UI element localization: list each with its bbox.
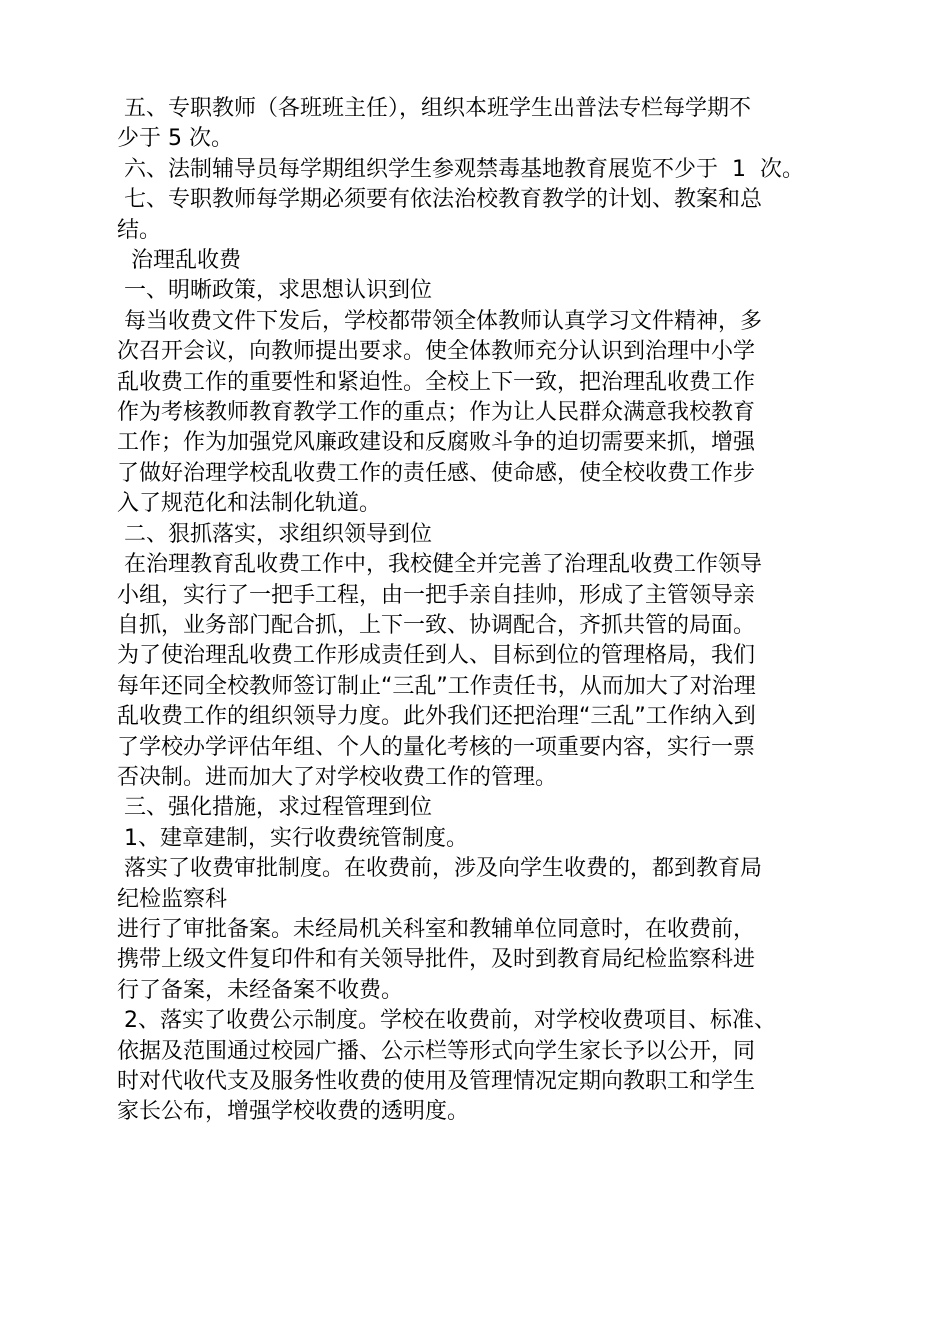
text-line: 每年还同全校教师签订制止“三乱”工作责任书，从而加大了对治理 bbox=[117, 673, 756, 699]
text-line: 1、建章建制，实行收费统管制度。 bbox=[117, 825, 468, 851]
text-line: 六、法制辅导员每学期组织学生参观禁毒基地教育展览不少于 1 次。 bbox=[117, 156, 804, 182]
text-line: 进行了审批备案。未经局机关科室和教辅单位同意时，在收费前， bbox=[117, 916, 756, 942]
text-line: 在治理教育乱收费工作中，我校健全并完善了治理乱收费工作领导 bbox=[117, 552, 762, 578]
text-line: 行了备案，未经备案不收费。 bbox=[117, 977, 404, 1003]
text-line: 入了规范化和法制化轨道。 bbox=[117, 491, 382, 517]
text-line: 了做好治理学校乱收费工作的责任感、使命感，使全校收费工作步 bbox=[117, 460, 756, 486]
text-line: 2、落实了收费公示制度。学校在收费前，对学校收费项目、标准、 bbox=[117, 1008, 776, 1034]
text-line: 自抓，业务部门配合抓，上下一致、协调配合，齐抓共管的局面。 bbox=[117, 612, 756, 638]
text-line: 次召开会议，向教师提出要求。使全体教师充分认识到治理中小学 bbox=[117, 339, 756, 365]
section-heading: 治理乱收费 bbox=[117, 248, 241, 274]
text-line: 少于 5 次。 bbox=[117, 126, 233, 152]
text-line: 工作；作为加强党风廉政建设和反腐败斗争的迫切需要来抓，增强 bbox=[117, 430, 756, 456]
text-line: 结。 bbox=[117, 217, 162, 243]
subsection-heading: 一、明晰政策，求思想认识到位 bbox=[117, 278, 432, 304]
text-line: 携带上级文件复印件和有关领导批件，及时到教育局纪检监察科进 bbox=[117, 947, 756, 973]
document-body bbox=[117, 94, 837, 1128]
text-line: 乱收费工作的重要性和紧迫性。全校上下一致，把治理乱收费工作 bbox=[117, 369, 756, 395]
text-line: 为了使治理乱收费工作形成责任到人、目标到位的管理格局，我们 bbox=[117, 643, 756, 669]
text-line: 作为考核教师教育教学工作的重点；作为让人民群众满意我校教育 bbox=[117, 400, 756, 426]
text-line: 否决制。进而加大了对学校收费工作的管理。 bbox=[117, 764, 558, 790]
text-line: 落实了收费审批制度。在收费前，涉及向学生收费的，都到教育局 bbox=[117, 856, 762, 882]
text-line: 每当收费文件下发后，学校都带领全体教师认真学习文件精神，多 bbox=[117, 308, 762, 334]
text-line: 时对代收代支及服务性收费的使用及管理情况定期向教职工和学生 bbox=[117, 1069, 756, 1094]
text-line: 了学校办学评估年组、个人的量化考核的一项重要内容，实行一票 bbox=[117, 734, 756, 760]
text-line: 五、专职教师（各班班主任），组织本班学生出普法专栏每学期不 bbox=[117, 96, 751, 121]
text-line: 纪检监察科 bbox=[117, 886, 228, 912]
subsection-heading: 二、狠抓落实，求组织领导到位 bbox=[117, 521, 432, 547]
text-line: 乱收费工作的组织领导力度。此外我们还把治理“三乱”工作纳入到 bbox=[117, 704, 756, 730]
text-line: 依据及范围通过校园广播、公示栏等形式向学生家长予以公开，同 bbox=[117, 1038, 756, 1064]
subsection-heading: 三、强化措施，求过程管理到位 bbox=[117, 795, 432, 821]
text-line: 七、专职教师每学期必须要有依法治校教育教学的计划、教案和总 bbox=[117, 187, 762, 213]
text-line: 家长公布，增强学校收费的透明度。 bbox=[117, 1099, 470, 1125]
text-line: 小组，实行了一把手工程，由一把手亲自挂帅，形成了主管领导亲 bbox=[117, 582, 756, 608]
